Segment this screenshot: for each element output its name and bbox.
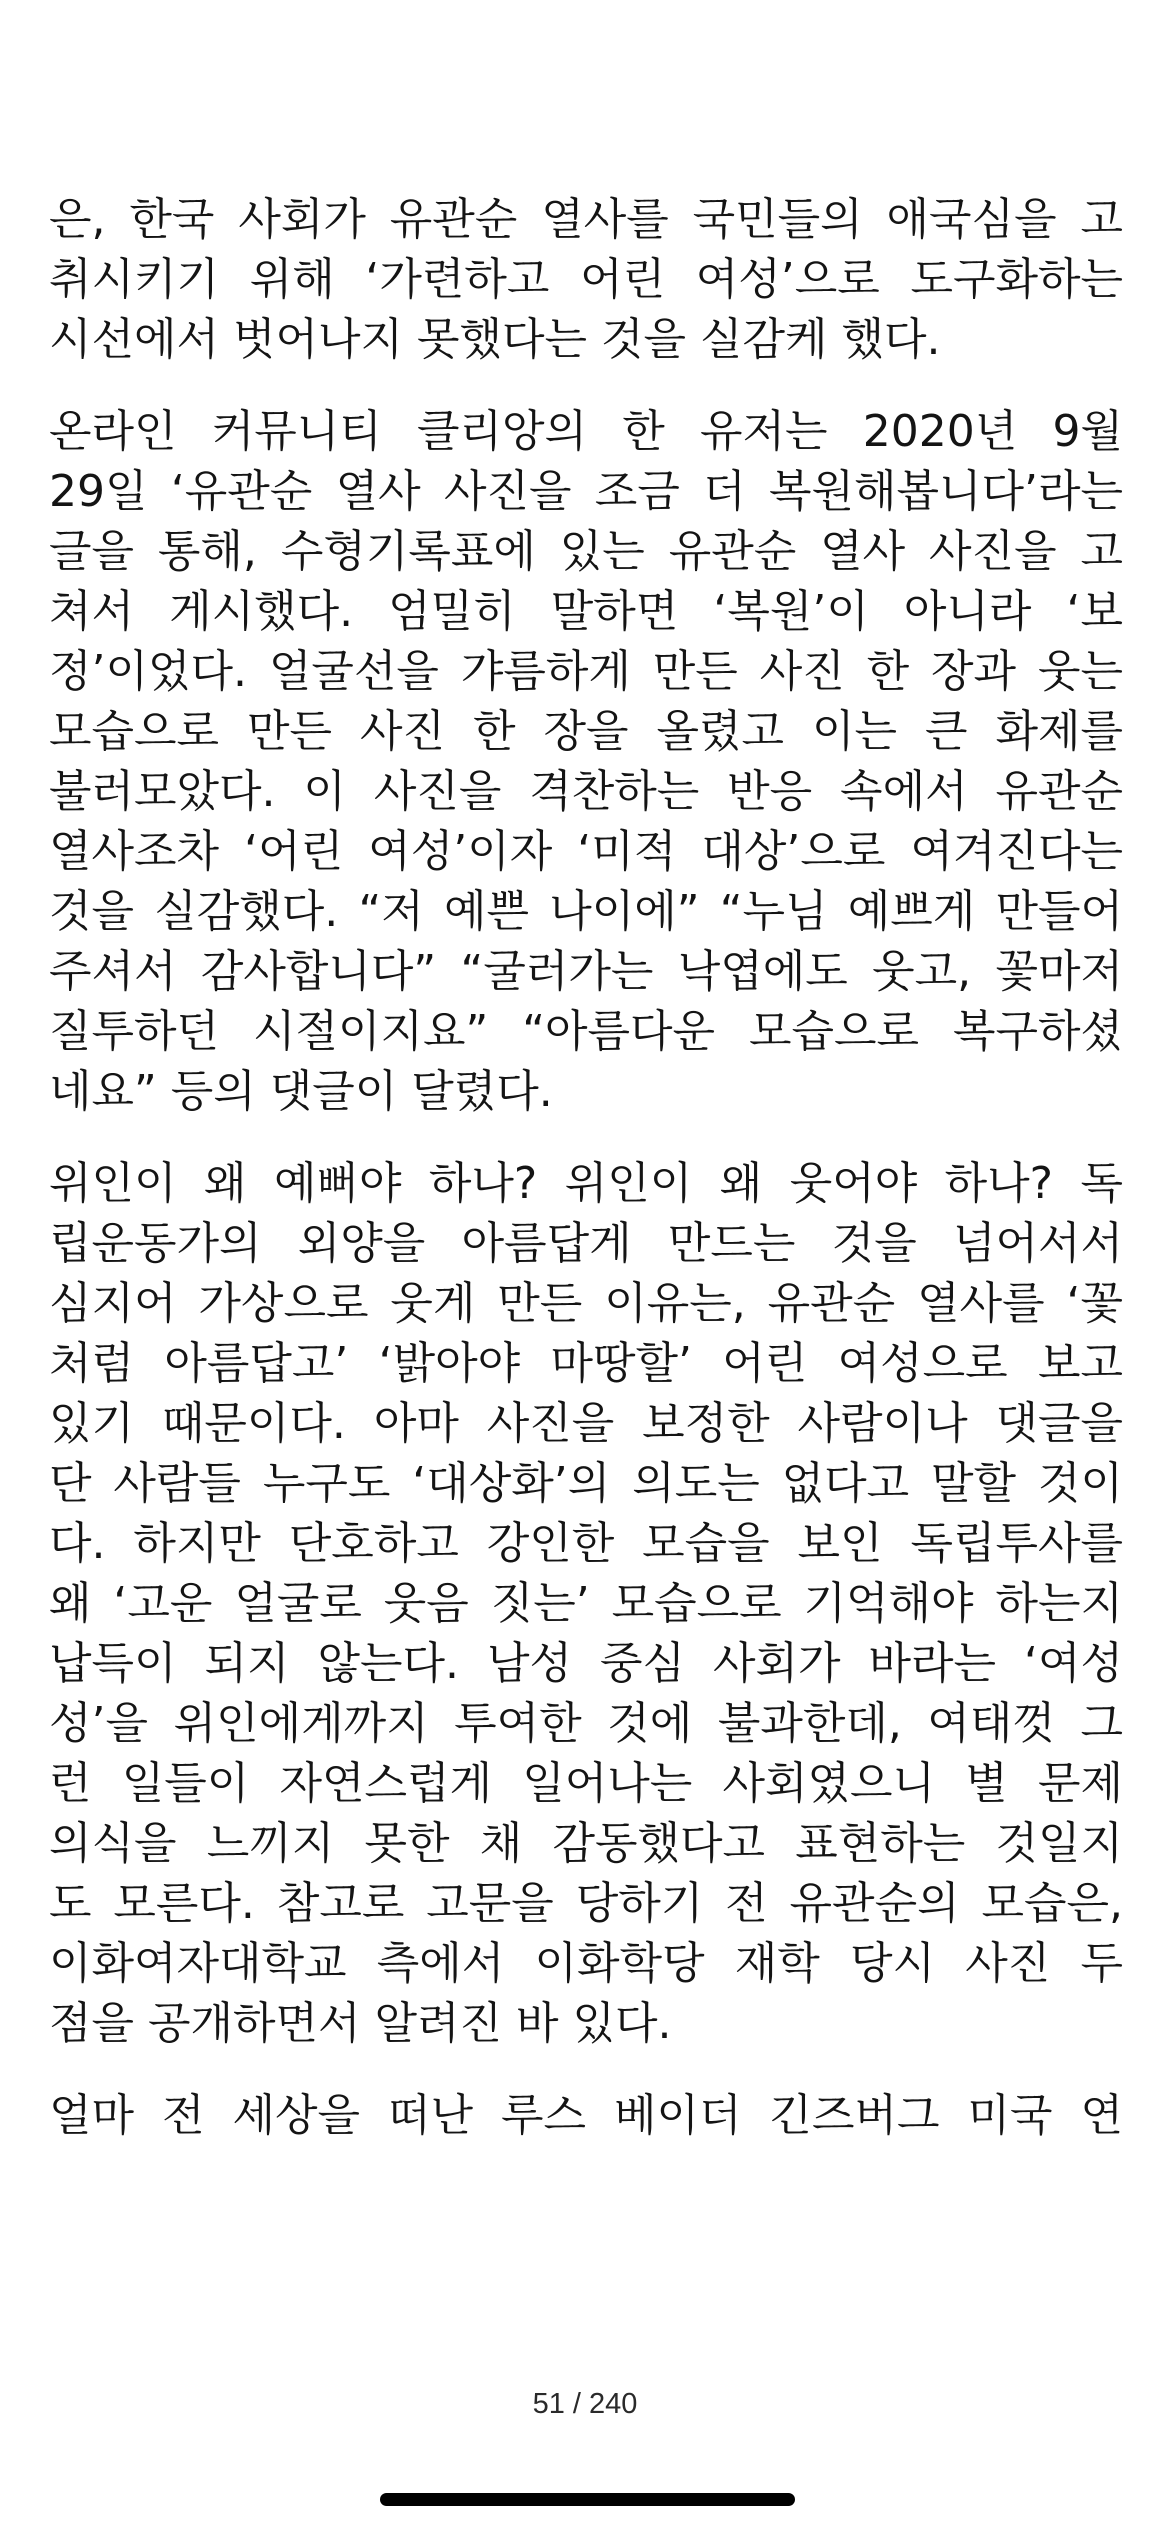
text-line: 도 모른다. 참고로 고문을 당하기 전 유관순의 모습은,	[49, 1878, 1123, 1929]
text-line: 정’이었다. 얼굴선을 갸름하게 만든 사진 한 장과 웃는	[49, 646, 1123, 697]
text-line: 왜 ‘고운 얼굴로 웃음 짓는’ 모습으로 기억해야 하는지	[49, 1578, 1123, 1629]
page-number-indicator: 51 / 240	[532, 2388, 638, 2420]
text-line: 심지어 가상으로 웃게 만든 이유는, 유관순 열사를 ‘꽃	[49, 1278, 1123, 1329]
text-line: 은, 한국 사회가 유관순 열사를 국민들의 애국심을 고	[49, 194, 1123, 245]
text-line: 모습으로 만든 사진 한 장을 올렸고 이는 큰 화제를	[49, 706, 1123, 757]
paragraph	[49, 402, 1123, 1122]
text-line: 런 일들이 자연스럽게 일어나는 사회였으니 별 문제	[49, 1758, 1123, 1809]
text-line: 주셔서 감사합니다” “굴러가는 낙엽에도 웃고, 꽃마저	[49, 946, 1123, 997]
text-line: 다. 하지만 단호하고 강인한 모습을 보인 독립투사를	[49, 1518, 1123, 1569]
text-line: 쳐서 게시했다. 엄밀히 말하면 ‘복원’이 아니라 ‘보	[49, 586, 1123, 637]
text-line: 시선에서 벗어나지 못했다는 것을 실감케 했다.	[49, 314, 941, 365]
text-line: 질투하던 시절이지요” “아름다운 모습으로 복구하셨	[49, 1006, 1123, 1057]
text-line: 립운동가의 외양을 아름답게 만드는 것을 넘어서서	[49, 1218, 1123, 1269]
reader-page[interactable]	[49, 190, 1123, 2178]
text-line: 이화여자대학교 측에서 이화학당 재학 당시 사진 두	[49, 1938, 1123, 1989]
text-line: 의식을 느끼지 못한 채 감동했다고 표현하는 것일지	[49, 1818, 1123, 1869]
text-line: 단 사람들 누구도 ‘대상화’의 의도는 없다고 말할 것이	[49, 1458, 1123, 1509]
text-line: 얼마 전 세상을 떠난 루스 베이더 긴즈버그 미국 연	[49, 2090, 1123, 2141]
text-line: 점을 공개하면서 알려진 바 있다.	[49, 1998, 672, 2049]
text-line: 처럼 아름답고’ ‘밝아야 마땅할’ 어린 여성으로 보고	[49, 1338, 1123, 1389]
text-line: 온라인 커뮤니티 클리앙의 한 유저는 2020년 9월	[49, 406, 1123, 457]
text-line: 성’을 위인에게까지 투여한 것에 불과한데, 여태껏 그	[49, 1698, 1123, 1749]
text-line: 29일 ‘유관순 열사 사진을 조금 더 복원해봅니다’라는	[49, 466, 1123, 517]
text-line: 것을 실감했다. “저 예쁜 나이에” “누님 예쁘게 만들어	[49, 886, 1123, 937]
home-indicator-bar[interactable]	[380, 2493, 795, 2506]
text-line: 납득이 되지 않는다. 남성 중심 사회가 바라는 ‘여성	[49, 1638, 1123, 1689]
text-line: 취시키기 위해 ‘가련하고 어린 여성’으로 도구화하는	[49, 254, 1123, 305]
text-line: 불러모았다. 이 사진을 격찬하는 반응 속에서 유관순	[49, 766, 1123, 817]
paragraph	[49, 190, 1123, 370]
paragraph	[49, 1154, 1123, 2054]
paragraph	[49, 2086, 1123, 2146]
text-line: 네요” 등의 댓글이 달렸다.	[49, 1066, 553, 1117]
text-line: 위인이 왜 예뻐야 하나? 위인이 왜 웃어야 하나? 독	[49, 1158, 1123, 1209]
text-line: 열사조차 ‘어린 여성’이자 ‘미적 대상’으로 여겨진다는	[49, 826, 1123, 877]
text-line: 글을 통해, 수형기록표에 있는 유관순 열사 사진을 고	[49, 526, 1123, 577]
text-line: 있기 때문이다. 아마 사진을 보정한 사람이나 댓글을	[49, 1398, 1123, 1449]
